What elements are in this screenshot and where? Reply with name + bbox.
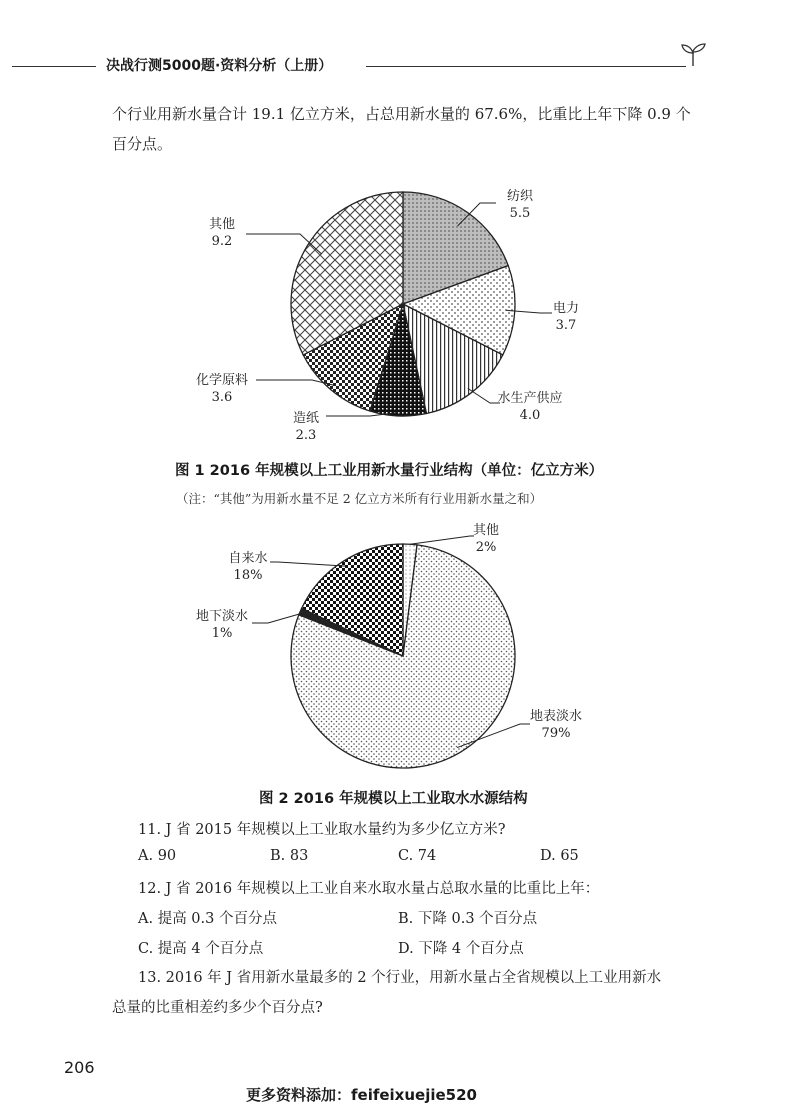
q11-option-d: D. 65	[540, 848, 579, 864]
chart2-label-0: 其他	[472, 523, 500, 538]
chart2-value-1: 79%	[541, 726, 571, 741]
industry-water-pie-chart	[0, 170, 800, 450]
chart1-value-0: 5.5	[509, 206, 531, 221]
chart1-value-4: 3.6	[211, 390, 233, 405]
chart2-leader-2	[252, 613, 303, 623]
question-13-stem-line-1: 13. 2016 年 J 省用新水量最多的 2 个行业，用新水量占全省规模以上工业用新水	[138, 970, 662, 986]
chart1-label-1: 电力	[552, 301, 580, 316]
chart2-label-3: 自来水	[228, 551, 268, 566]
question-13-stem-line-2: 总量的比重相差约多少个百分点?	[112, 1000, 323, 1016]
chart1-value-2: 4.0	[519, 408, 541, 423]
figure-1-title: 图 1 2016 年规模以上工业用新水量行业结构（单位：亿立方米）	[175, 463, 604, 479]
q12-option-d: D. 下降 4 个百分点	[398, 941, 524, 957]
chart2-value-2: 1%	[211, 626, 233, 641]
chart1-label-3: 造纸	[292, 411, 320, 426]
chart1-value-1: 3.7	[555, 318, 577, 333]
q11-option-a: A. 90	[138, 848, 177, 864]
question-12-stem: 12. J 省 2016 年规模以上工业自来水取水量占总取水量的比重比上年：	[138, 881, 600, 897]
q11-option-c: C. 74	[398, 848, 437, 864]
sprout-icon	[678, 38, 708, 68]
chart1-label-0: 纺织	[506, 189, 534, 204]
chart1-label-2: 水生产供应	[497, 391, 563, 406]
q12-option-a: A. 提高 0.3 个百分点	[138, 911, 277, 927]
chart2-label-2: 地下淡水	[195, 609, 249, 624]
page-number: 206	[64, 1058, 95, 1077]
chart1-label-4: 化学原料	[195, 373, 249, 388]
chart1-value-5: 9.2	[211, 234, 233, 249]
question-11-stem: 11. J 省 2015 年规模以上工业取水量约为多少亿立方米?	[138, 822, 506, 838]
q12-option-c: C. 提高 4 个百分点	[138, 941, 264, 957]
intro-line-1: 个行业用新水量合计 19.1 亿立方米，占总用新水量的 67.6%，比重比上年下降 0.9 个	[112, 105, 691, 123]
chart2-leader-0	[410, 536, 474, 544]
header-rule-left	[12, 66, 96, 67]
chart2-value-3: 18%	[233, 568, 263, 583]
water-source-pie-chart	[0, 520, 800, 780]
book-title: 决战行测5000题·资料分析（上册）	[106, 58, 333, 74]
intro-line-2: 百分点。	[112, 135, 173, 153]
chart2-value-0: 2%	[475, 540, 497, 555]
chart2-label-1: 地表淡水	[529, 709, 583, 724]
chart2-leader-3	[270, 562, 346, 566]
figure-2-title: 图 2 2016 年规模以上工业取水水源结构	[259, 791, 528, 807]
chart1-label-5: 其他	[208, 217, 236, 232]
footer-contact: 更多资料添加：feifeixuejie520	[246, 1086, 477, 1104]
figure-1-note: （注：“其他”为用新水量不足 2 亿立方米所有行业用新水量之和）	[176, 491, 543, 506]
header-rule-right	[366, 66, 686, 67]
q12-option-b: B. 下降 0.3 个百分点	[398, 911, 538, 927]
chart1-value-3: 2.3	[295, 428, 317, 443]
q11-option-b: B. 83	[270, 848, 309, 864]
